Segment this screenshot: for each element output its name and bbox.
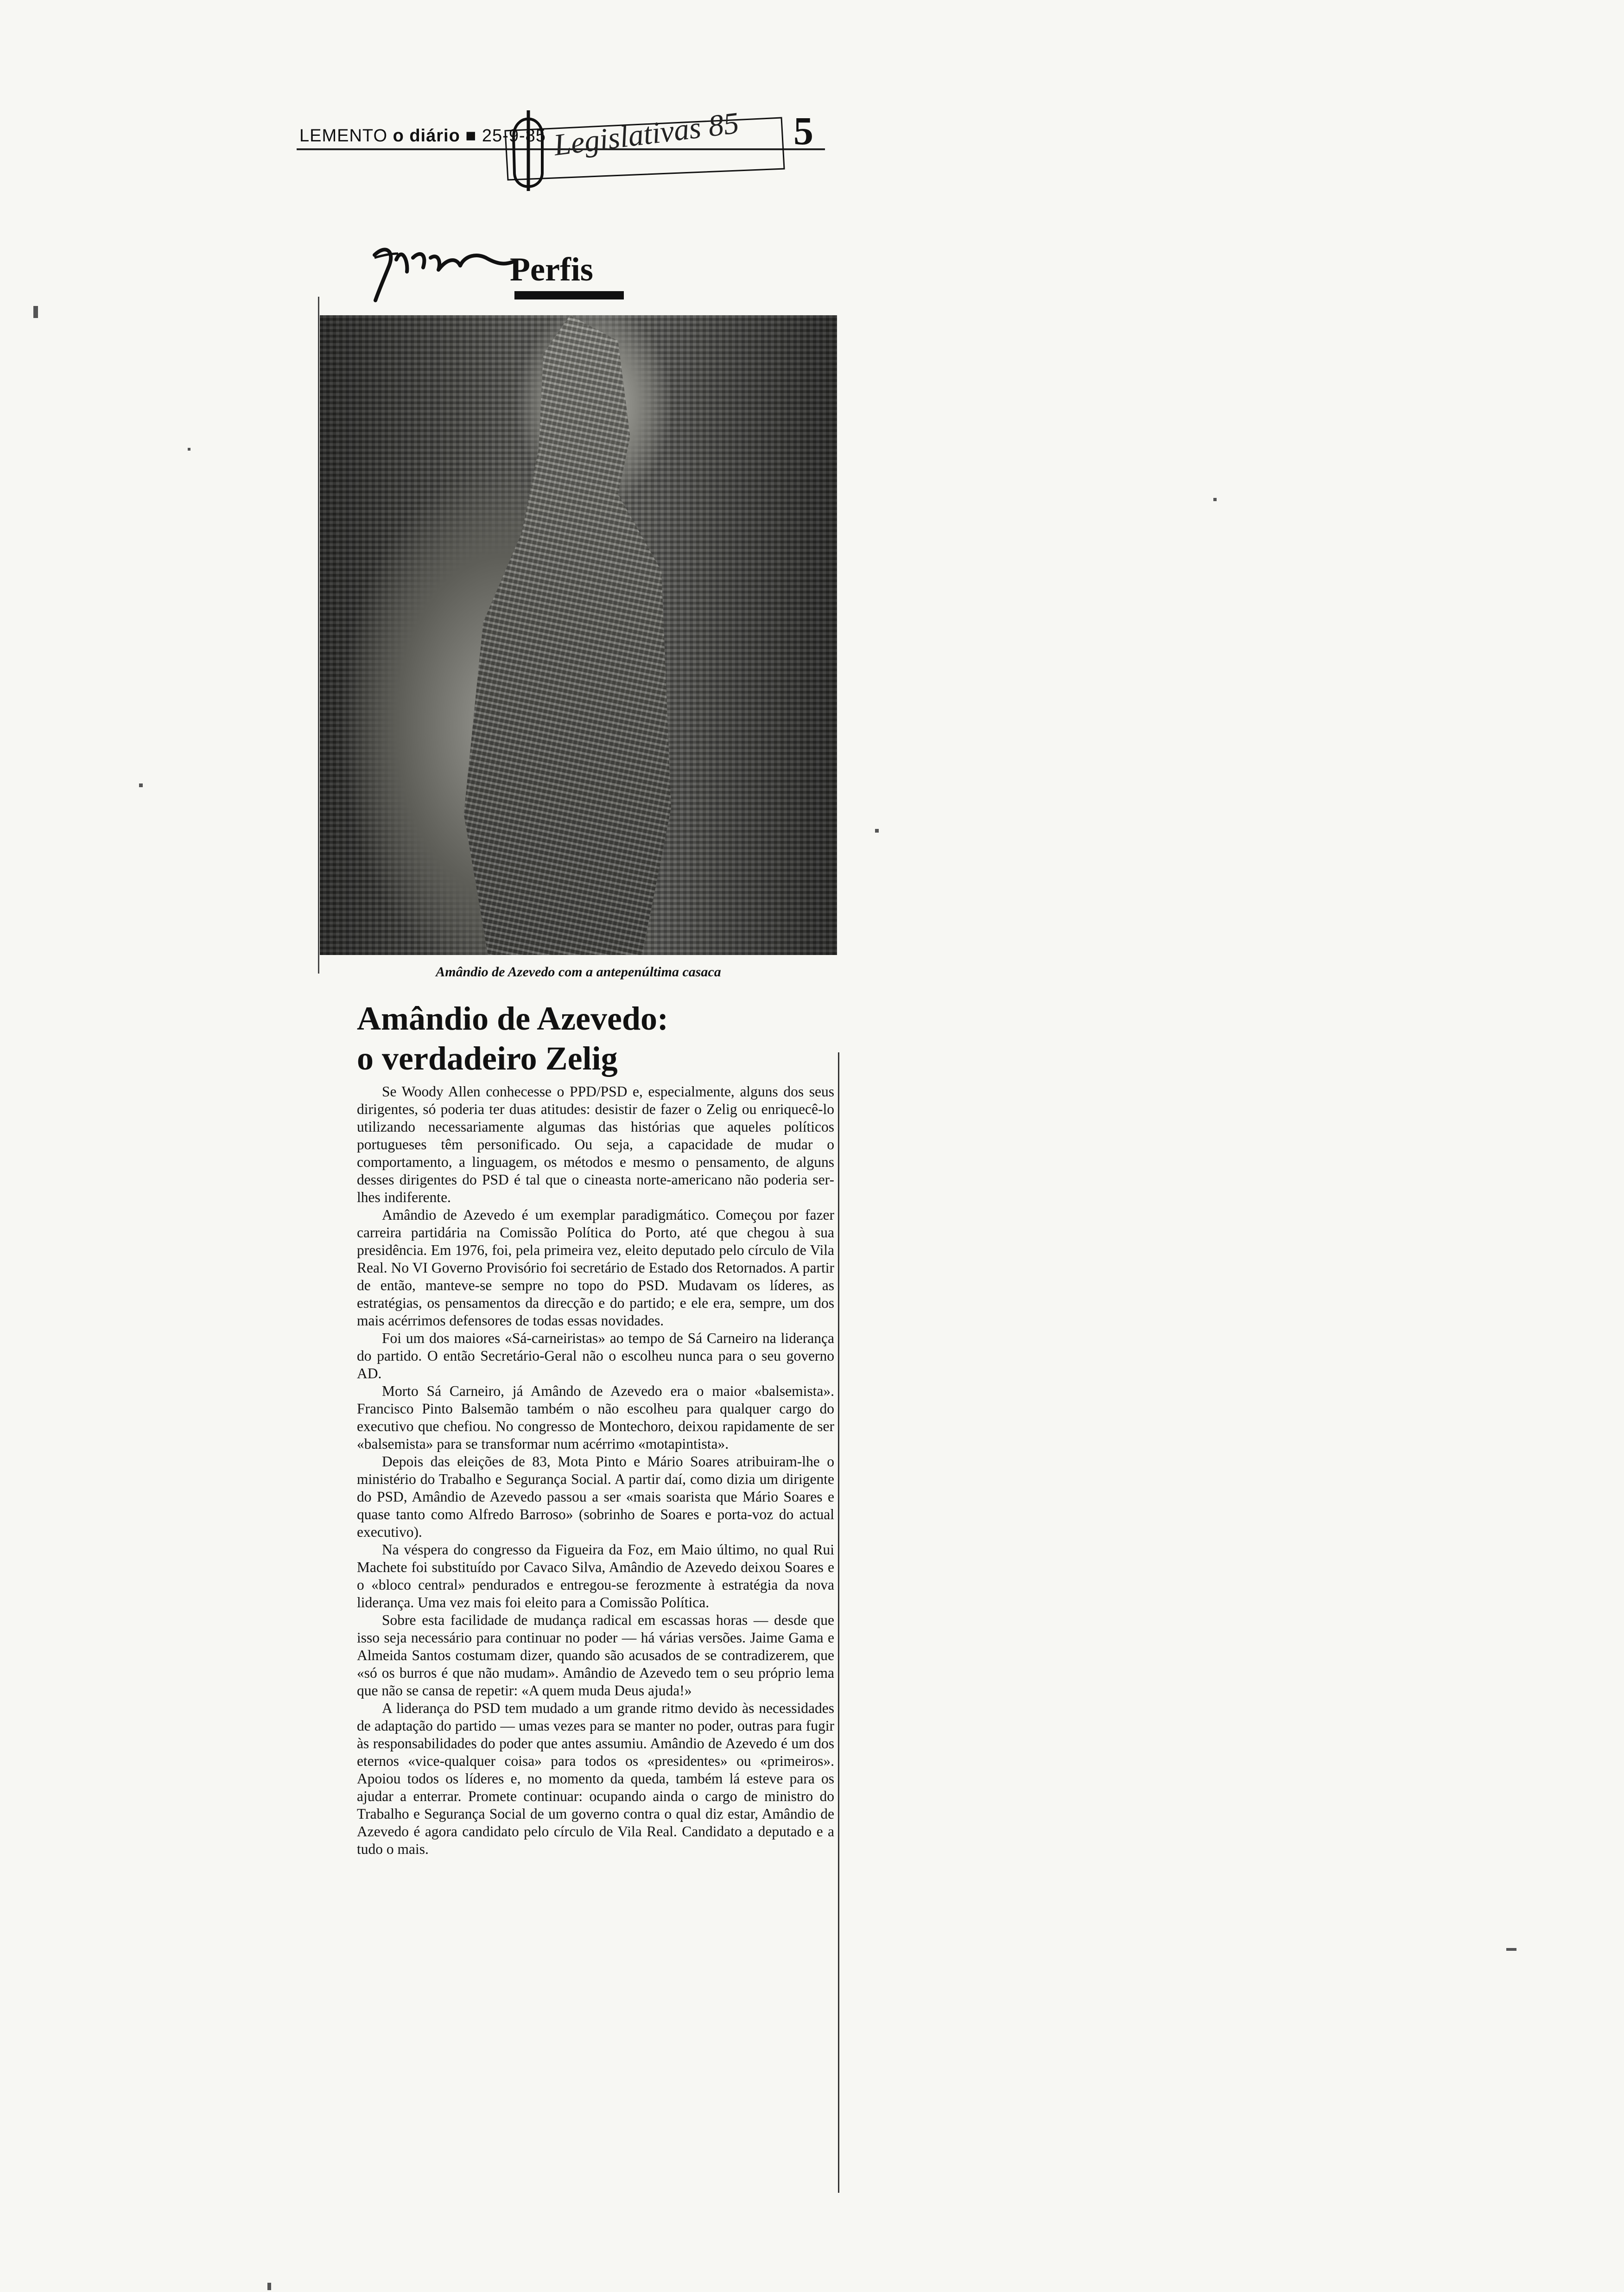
article-headline [357,999,788,1078]
article-paragraph: Foi um dos maiores «Sá-carneiristas» ao tempo de Sá Carneiro na liderança do partido. O então Secretário-Geral não o escolheu nunca para o seu governo AD. [357,1330,834,1382]
section-rule [514,291,624,299]
photo-caption: Amândio de Azevedo com a antepenúltima casaca [436,964,721,980]
section-label: Perfis [510,251,593,288]
article-paragraph: Depois das eleições de 83, Mota Pinto e Mário Soares atribuiram-lhe o ministério do Trabalho e Segurança Social. A partir daí, como dizia um dirigente do PSD, Amândio de Azevedo passou a ser «mais soarista que Mário Soares e quase tanto como Alfredo Barroso» (sobrinho de Soares e porta-voz do actual executivo). [357,1453,834,1540]
legislativas-box-label: Legislativas 85 [552,106,741,163]
left-column-rule [318,297,319,974]
header-separator: ■ [465,126,477,146]
publication-date: 25-9-85 [482,126,546,146]
scan-speck [188,448,190,451]
article-paragraph: Na véspera do congresso da Figueira da Foz, em Maio último, no qual Rui Machete foi substituído por Cavaco Silva, Amândio de Azevedo deixou Soares e o «bloco central» pendurados e entregou-se ferozmente à estratégia da nova liderança. Uma vez mais foi eleito para a Comissão Política. [357,1541,834,1611]
photo-figure [454,315,695,955]
article-paragraph: Amândio de Azevedo é um exemplar paradigmático. Começou por fazer carreira partidária na Comissão Política do Porto, até que chegou à sua presidência. Em 1976, foi, pela primeira vez, eleito deputado pelo círculo de Vila Real. No VI Governo Provisório foi secretário de Estado dos Retornados. A partir de então, manteve-se sempre no topo do PSD. Mudavam os líderes, as estratégias, os pensamentos da direcção e do partido; e ele era, sempre, um dos mais acérrimos defensores de todas essas novidades. [357,1207,834,1329]
article-paragraph: Se Woody Allen conhecesse o PPD/PSD e, especialmente, alguns dos seus dirigentes, só poderia ter duas atitudes: desistir de fazer o Zelig ou enriquecê-lo utilizando necessariamente algumas das histórias que aqueles políticos portugueses têm personificado. Ou seja, a capacidade de mudar o comportamento, a linguagem, os métodos e mesmo o pensamento, de alguns desses dirigentes do PSD é tal que o cineasta norte-americano não poderia ser-lhes indiferente. [357,1083,834,1205]
headline-line-2: o verdadeiro Zelig [357,1040,618,1077]
article-body [357,1083,834,1858]
publication-name: o diário [393,126,460,146]
scan-speck [139,783,143,787]
scan-speck [1213,498,1217,501]
scan-speck [33,306,38,318]
scan-speck [267,2283,271,2290]
signature-mark-icon [365,239,518,309]
scan-speck [1506,1948,1516,1951]
article-paragraph: Sobre esta facilidade de mudança radical em escassas horas — desde que isso seja necessário para continuar no poder — há várias versões. Jaime Gama e Almeida Santos costumam dizer, quando são acusados de se contradizerem, que «só os burros é que não mudam». Amândio de Azevedo tem o seu próprio lema que não se cansa de repetir: «A quem muda Deus ajuda!» [357,1612,834,1699]
article-paragraph: A liderança do PSD tem mudado a um grande ritmo devido às necessidades de adaptação do partido — umas vezes para se manter no poder, outras para fugir às responsabilidades do poder que antes assumiu. Amândio de Azevedo é um dos eternos «vice-qualquer coisa» para todos os «presidentes» ou «primeiros». Apoiou todos os líderes e, no momento da queda, também lá esteve para os ajudar a enterrar. Promete continuar: ocupando ainda o cargo de ministro do Trabalho e Segurança Social de um governo contra o qual diz estar, Amândio de Azevedo é agora candidato pelo círculo de Vila Real. Candidato a deputado e a tudo o mais. [357,1700,834,1857]
portrait-photo [320,315,837,955]
page-number: 5 [793,108,813,153]
publication-fragment: LEMENTO [299,126,388,146]
article-paragraph: Morto Sá Carneiro, já Amândo de Azevedo era o maior «balsemista». Francisco Pinto Balsemão também o não escolheu para qualquer cargo do executivo que chefiou. No congresso de Montechoro, deixou rapidamente de ser «balsemista» para se transformar num acérrimo «motapintista». [357,1383,834,1452]
headline-line-1: Amândio de Azevedo: [357,1000,668,1037]
scan-speck [875,829,879,833]
right-column-rule [838,1052,839,2193]
